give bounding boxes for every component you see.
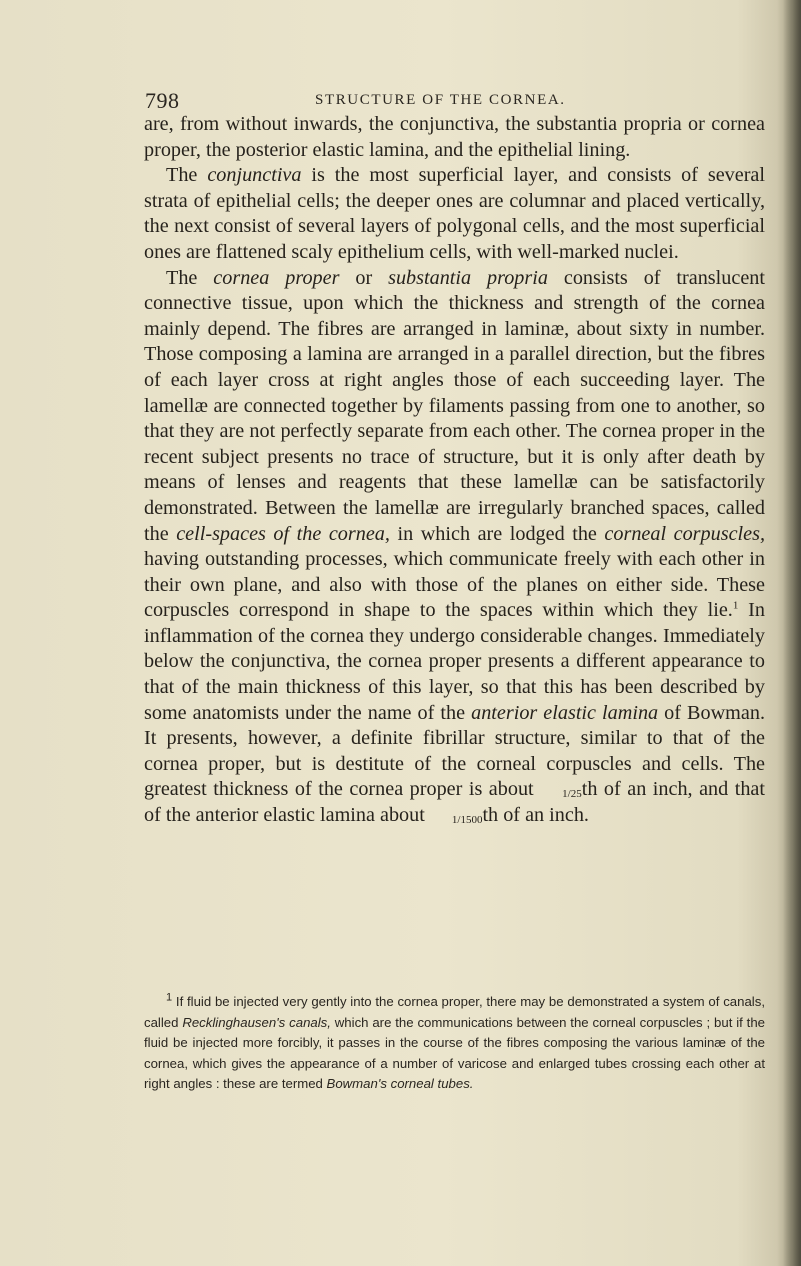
page-edge-shadow [783, 0, 801, 1266]
fraction: 1/1500 [451, 814, 483, 827]
text-run: If fluid be injected very gently into the cornea proper, there may be demonstrated a system of canals, called [144, 994, 765, 1030]
text-run: of Bowman. It presents, however, a definite fibrillar structure, similar to that of the cornea proper, but is destitute of the corneal corpuscles and cells. The greatest thickness of the cornea proper is about [144, 701, 765, 801]
text-run: The [166, 266, 214, 289]
italic-term: anterior elastic lamina [471, 701, 659, 724]
italic-term: Recklinghausen's canals, [182, 1014, 331, 1030]
text-run: or [339, 266, 389, 289]
text-run: consists of translucent connective tissue, upon which the thickness and strength of the cornea mainly depend. The fibres are arranged in laminæ, about sixty in number. Those composing a lamina are arranged in a parallel direction, but the fibres of each layer cross at right angles those of each succeeding layer. The lamellæ are connected together by filaments passing from one to another, so that they are not perfectly separate from each other. The cornea proper in the recent subject presents no trace of structure, but it is only after death by means of lenses and reagents that these lamellæ can be satisfactorily demonstrated. Between the lamellæ are irregularly branched spaces, called the [144, 266, 765, 545]
footnote [144, 992, 765, 1095]
paragraph-conjunctiva [144, 163, 765, 265]
running-head: STRUCTURE OF THE CORNEA. [315, 92, 566, 108]
footnote-paragraph [144, 992, 765, 1095]
body-text [144, 112, 765, 829]
paragraph-text: are, from without inwards, the conjunctiva, the substantia propria or cornea proper, the posterior elastic lamina, and the epithelial lining. [144, 113, 765, 161]
italic-term: cell-spaces of the cornea, [176, 522, 390, 545]
text-run: which are the communications between the corneal corpuscles ; but if the fluid be injected more forcibly, it passes in the course of the fibres composing the various laminæ of the cornea, which gives the appearance of a number of varicose and enlarged tubes crossing each other at right angles : these are termed [144, 1014, 765, 1092]
italic-term: substantia propria [388, 266, 548, 289]
paragraph-cornea-proper [144, 266, 765, 829]
italic-term: corneal corpuscles, [604, 522, 766, 545]
paragraph-continuation [144, 112, 765, 163]
footnote-reference[interactable]: 1 [732, 599, 739, 612]
page-number: 798 [145, 88, 180, 113]
text-run: The [166, 164, 208, 187]
italic-term: cornea proper [213, 266, 340, 289]
text-run: th of an inch, and that of the anterior elastic lamina about [144, 778, 765, 827]
text-run: th of an inch. [482, 804, 589, 827]
text-run: In inflammation of the cornea they undergo considerable changes. Immediately below the conjunctiva, the cornea proper presents a different appearance to that of the main thickness of this layer, so that this has been described by some anatomists under the name of the [144, 599, 765, 724]
footnote-marker: 1 [166, 991, 173, 1004]
italic-term: Bowman's corneal tubes. [326, 1076, 474, 1092]
text-run: is the most superficial layer, and consists of several strata of epithelial cells; the deeper ones are columnar and placed vertically, the next consist of several layers of polygonal cells, and the most superficial ones are flattened scaly epithelium cells, with well-marked nuclei. [144, 164, 765, 263]
italic-term: conjunctiva [207, 164, 302, 187]
fraction: 1/25 [562, 788, 582, 801]
text-run: having outstanding processes, which communicate freely with each other in their own plane, and also with those of the planes on either side. These corpuscles correspond in shape to the spaces within which they lie. [144, 548, 765, 622]
text-run: in which are lodged the [389, 522, 605, 545]
